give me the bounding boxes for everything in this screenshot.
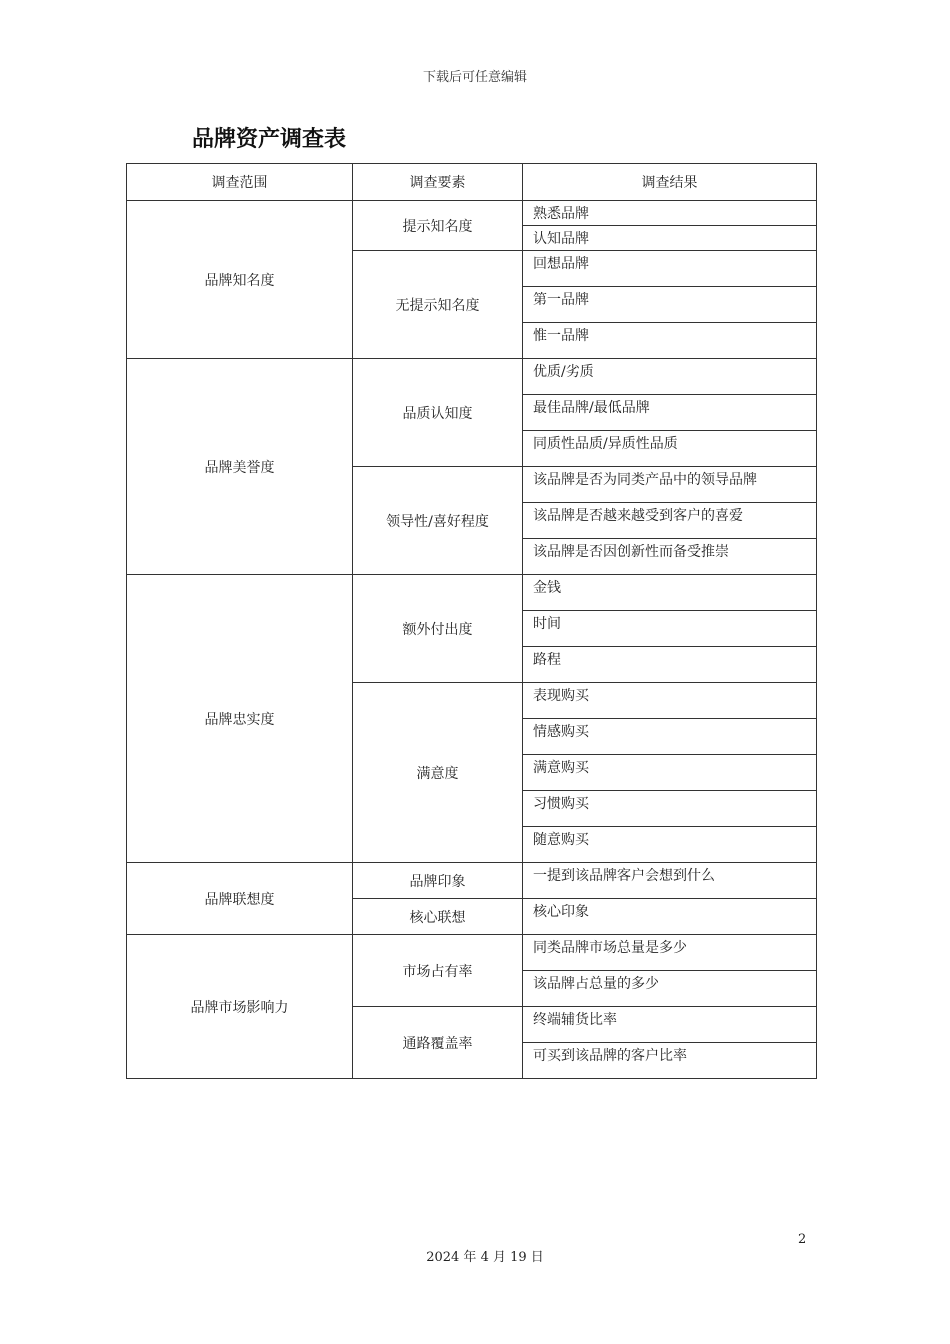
result-cell: 熟悉品牌 [523, 201, 817, 226]
scope-cell: 品牌美誉度 [127, 359, 353, 575]
result-cell: 随意购买 [523, 827, 817, 863]
result-cell: 该品牌是否为同类产品中的领导品牌 [523, 467, 817, 503]
result-cell: 终端辅货比率 [523, 1007, 817, 1043]
result-cell: 满意购买 [523, 755, 817, 791]
factor-cell: 市场占有率 [353, 935, 523, 1007]
result-cell: 表现购买 [523, 683, 817, 719]
result-cell: 第一品牌 [523, 287, 817, 323]
column-header-result: 调查结果 [523, 164, 817, 201]
factor-cell: 满意度 [353, 683, 523, 863]
result-cell: 该品牌是否越来越受到客户的喜爱 [523, 503, 817, 539]
factor-cell: 无提示知名度 [353, 251, 523, 359]
result-cell: 该品牌占总量的多少 [523, 971, 817, 1007]
scope-cell: 品牌联想度 [127, 863, 353, 935]
result-cell: 该品牌是否因创新性而备受推崇 [523, 539, 817, 575]
result-cell: 时间 [523, 611, 817, 647]
footer-date: 2024 年 4 月 19 日 [426, 1250, 544, 1265]
result-cell: 惟一品牌 [523, 323, 817, 359]
result-cell: 一提到该品牌客户会想到什么 [523, 863, 817, 899]
table-header-row [127, 164, 817, 201]
factor-cell: 领导性/喜好程度 [353, 467, 523, 575]
factor-cell: 通路覆盖率 [353, 1007, 523, 1079]
result-cell: 金钱 [523, 575, 817, 611]
table-row [127, 575, 817, 611]
page-number: 2 [798, 1232, 807, 1247]
scope-cell: 品牌市场影响力 [127, 935, 353, 1079]
result-cell: 核心印象 [523, 899, 817, 935]
column-header-scope: 调查范围 [127, 164, 353, 201]
result-cell: 优质/劣质 [523, 359, 817, 395]
table-row [127, 359, 817, 395]
result-cell: 最佳品牌/最低品牌 [523, 395, 817, 431]
factor-cell: 核心联想 [353, 899, 523, 935]
result-cell: 可买到该品牌的客户比率 [523, 1043, 817, 1079]
column-header-factor: 调查要素 [353, 164, 523, 201]
result-cell: 习惯购买 [523, 791, 817, 827]
result-cell: 认知品牌 [523, 226, 817, 251]
result-cell: 情感购买 [523, 719, 817, 755]
table-row [127, 935, 817, 971]
table-row [127, 201, 817, 226]
document-title: 品牌资产调查表 [192, 126, 347, 152]
factor-cell: 额外付出度 [353, 575, 523, 683]
header-note: 下载后可任意编辑 [422, 70, 527, 85]
scope-cell: 品牌知名度 [127, 201, 353, 359]
table-row [127, 863, 817, 899]
factor-cell: 品质认知度 [353, 359, 523, 467]
result-cell: 路程 [523, 647, 817, 683]
brand-asset-survey-table [126, 163, 817, 1079]
factor-cell: 提示知名度 [353, 201, 523, 251]
result-cell: 回想品牌 [523, 251, 817, 287]
scope-cell: 品牌忠实度 [127, 575, 353, 863]
result-cell: 同类品牌市场总量是多少 [523, 935, 817, 971]
factor-cell: 品牌印象 [353, 863, 523, 899]
result-cell: 同质性品质/异质性品质 [523, 431, 817, 467]
